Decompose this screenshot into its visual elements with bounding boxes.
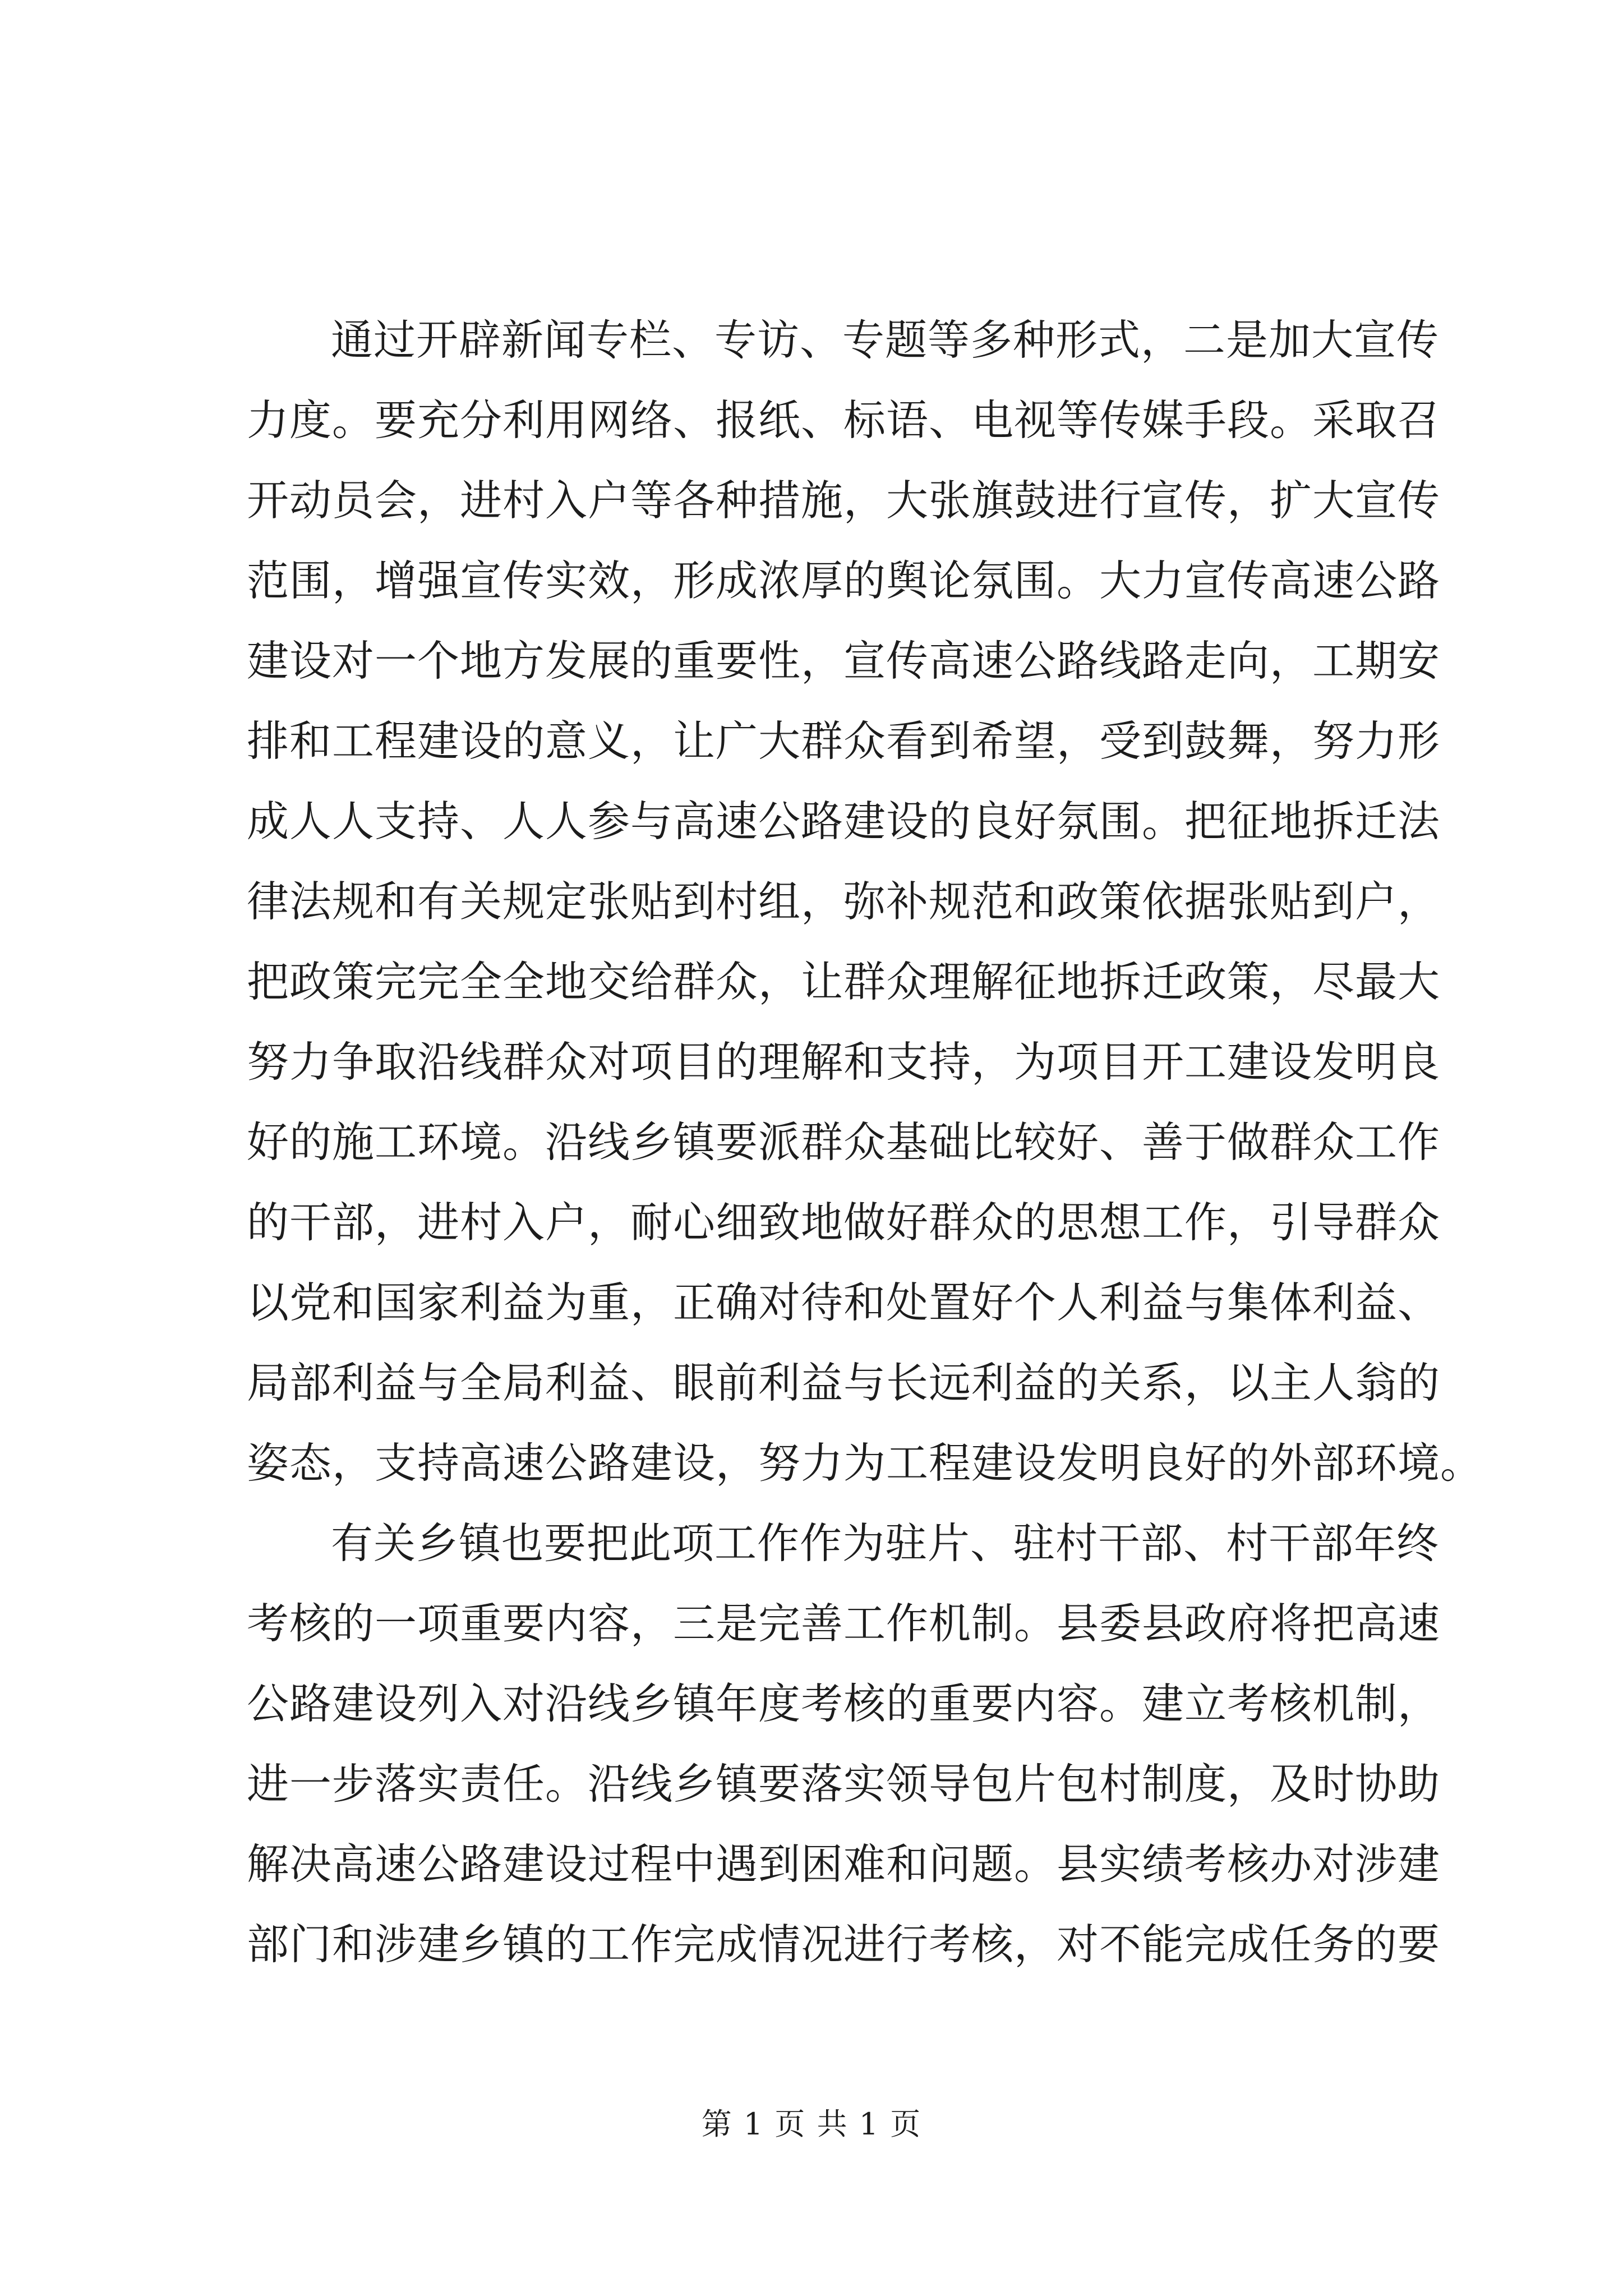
- text-line: 力度。要充分利用网络、报纸、标语、电视等传媒手段。采取召: [247, 395, 1441, 445]
- text-line: 通过开辟新闻专栏、专访、专题等多种形式，二是加大宣传: [331, 315, 1440, 365]
- text-line: 公路建设列入对沿线乡镇年度考核的重要内容。建立考核机制，: [247, 1679, 1441, 1728]
- text-line: 把政策完完全全地交给群众，让群众理解征地拆迁政策，尽最大: [247, 957, 1441, 1006]
- text-line: 开动员会，进村入户等各种措施，大张旗鼓进行宣传，扩大宣传: [247, 476, 1441, 525]
- text-line: 以党和国家利益为重，正确对待和处置好个人利益与集体利益、: [247, 1278, 1441, 1327]
- text-line: 排和工程建设的意义，让广大群众看到希望，受到鼓舞，努力形: [247, 716, 1441, 766]
- text-line: 进一步落实责任。沿线乡镇要落实领导包片包村制度，及时协助: [247, 1759, 1441, 1809]
- text-line: 成人人支持、人人参与高速公路建设的良好氛围。把征地拆迁法: [247, 797, 1441, 846]
- text-line: 范围，增强宣传实效，形成浓厚的舆论氛围。大力宣传高速公路: [247, 556, 1441, 605]
- text-line: 局部利益与全局利益、眼前利益与长远利益的关系，以主人翁的: [247, 1358, 1441, 1407]
- paragraph-1: [247, 300, 1483, 1503]
- text-line: 考核的一项重要内容，三是完善工作机制。县委县政府将把高速: [247, 1599, 1441, 1648]
- text-line: 有关乡镇也要把此项工作作为驻片、驻村干部、村干部年终: [331, 1519, 1440, 1568]
- document-body: [247, 300, 1483, 1985]
- text-line: 努力争取沿线群众对项目的理解和支持，为项目开工建设发明良: [247, 1037, 1441, 1087]
- paragraph-2: [247, 1503, 1441, 1985]
- text-line: 建设对一个地方发展的重要性，宣传高速公路线路走向，工期安: [247, 636, 1441, 685]
- text-line: 律法规和有关规定张贴到村组，弥补规范和政策依据张贴到户，: [247, 877, 1441, 926]
- text-line: 部门和涉建乡镇的工作完成情况进行考核，对不能完成任务的要: [247, 1920, 1441, 1969]
- text-line: 解决高速公路建设过程中遇到困难和问题。县实绩考核办对涉建: [247, 1839, 1441, 1889]
- page-number-footer: 第 1 页 共 1 页: [701, 2106, 922, 2142]
- text-line: 的干部，进村入户，耐心细致地做好群众的思想工作，引导群众: [247, 1198, 1441, 1247]
- text-line: 好的施工环境。沿线乡镇要派群众基础比较好、善于做群众工作: [247, 1117, 1441, 1167]
- text-line: 姿态，支持高速公路建设，努力为工程建设发明良好的外部环境。: [247, 1438, 1483, 1488]
